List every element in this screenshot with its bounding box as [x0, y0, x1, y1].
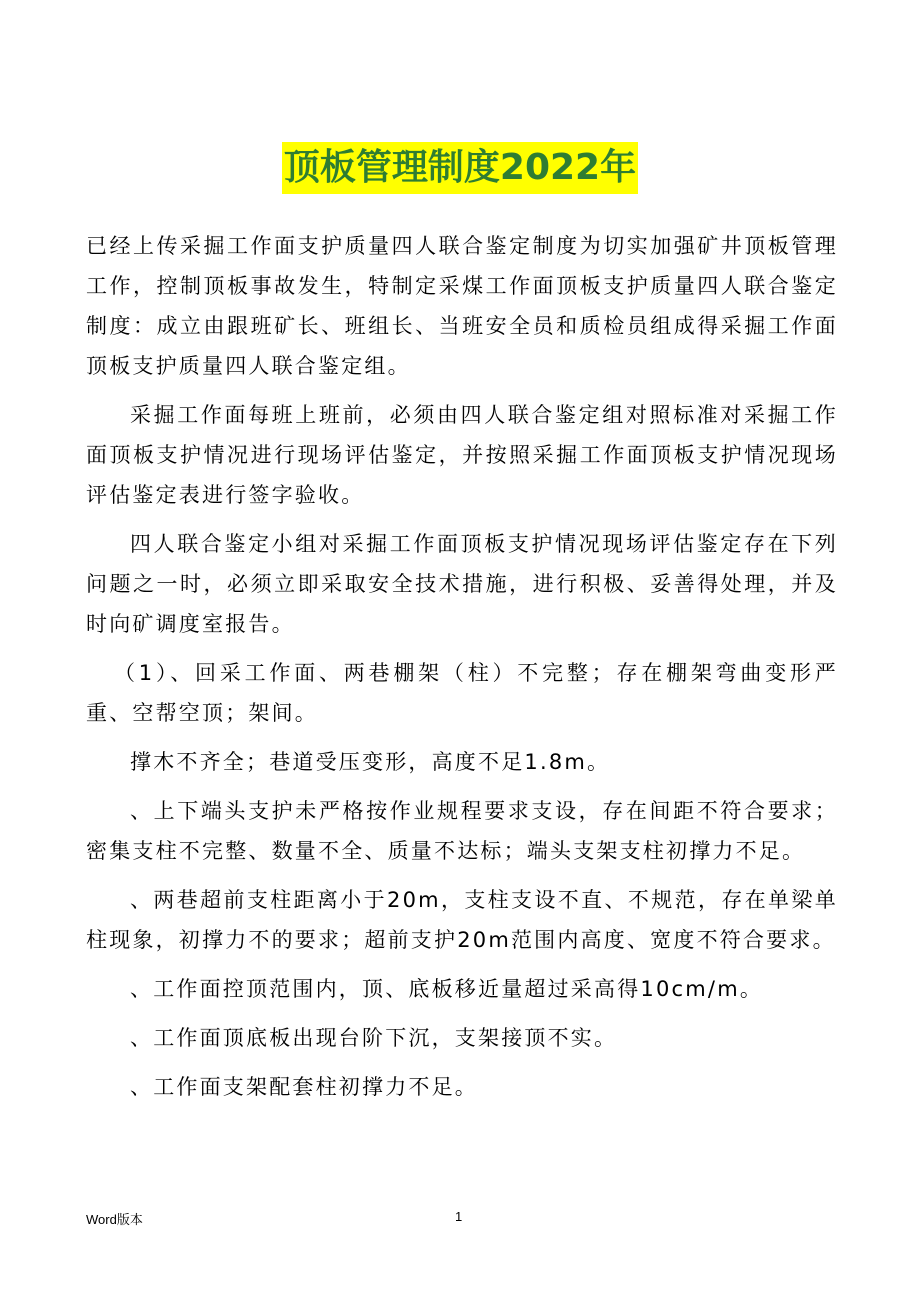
paragraph-item-1: （1）、回采工作面、两巷棚架（柱）不完整；存在棚架弯曲变形严重、空帮空顶；架间。 — [86, 661, 838, 725]
paragraph-intro: 已经上传采掘工作面支护质量四人联合鉴定制度为切实加强矿井顶板管理工作，控制顶板事故发生，特制定采煤工作面顶板支护质量四人联合鉴定制度：成立由跟班矿长、班组长、当班安全员和质检员组成得采掘工作面顶板支护质量四人联合鉴定组。 — [86, 234, 838, 378]
footer-page-number: 1 — [455, 1209, 463, 1224]
paragraph-item-5: 、工作面顶底板出现台阶下沉，支架接顶不实。 — [130, 1026, 618, 1050]
document-title: 顶板管理制度2022年 — [282, 142, 638, 194]
paragraph-item-4: 、工作面控顶范围内，顶、底板移近量超过采高得10cm/m。 — [130, 977, 764, 1001]
paragraph-problems: 四人联合鉴定小组对采掘工作面顶板支护情况现场评估鉴定存在下列问题之一时，必须立即采取安全技术措施，进行积极、妥善得处理，并及时向矿调度室报告。 — [86, 532, 838, 636]
paragraph-inspection: 采掘工作面每班上班前，必须由四人联合鉴定组对照标准对采掘工作面顶板支护情况进行现场评估鉴定，并按照采掘工作面顶板支护情况现场评估鉴定表进行签字验收。 — [86, 403, 838, 507]
paragraph-item-3: 、两巷超前支柱距离小于20m，支柱支设不直、不规范，存在单梁单柱现象，初撑力不的要求；超前支护20m范围内高度、宽度不符合要求。 — [86, 888, 838, 952]
paragraph-item-2: 、上下端头支护未严格按作业规程要求支设，存在间距不符合要求；密集支柱不完整、数量不全、质量不达标；端头支架支柱初撑力不足。 — [86, 799, 838, 863]
paragraph-item-6: 、工作面支架配套柱初撑力不足。 — [130, 1075, 478, 1099]
title-container — [0, 142, 920, 194]
document-body — [86, 226, 838, 1107]
footer-version-label: Word版本 — [86, 1212, 143, 1227]
paragraph-item-1-cont: 撑木不齐全；巷道受压变形，高度不足1.8m。 — [130, 750, 611, 774]
